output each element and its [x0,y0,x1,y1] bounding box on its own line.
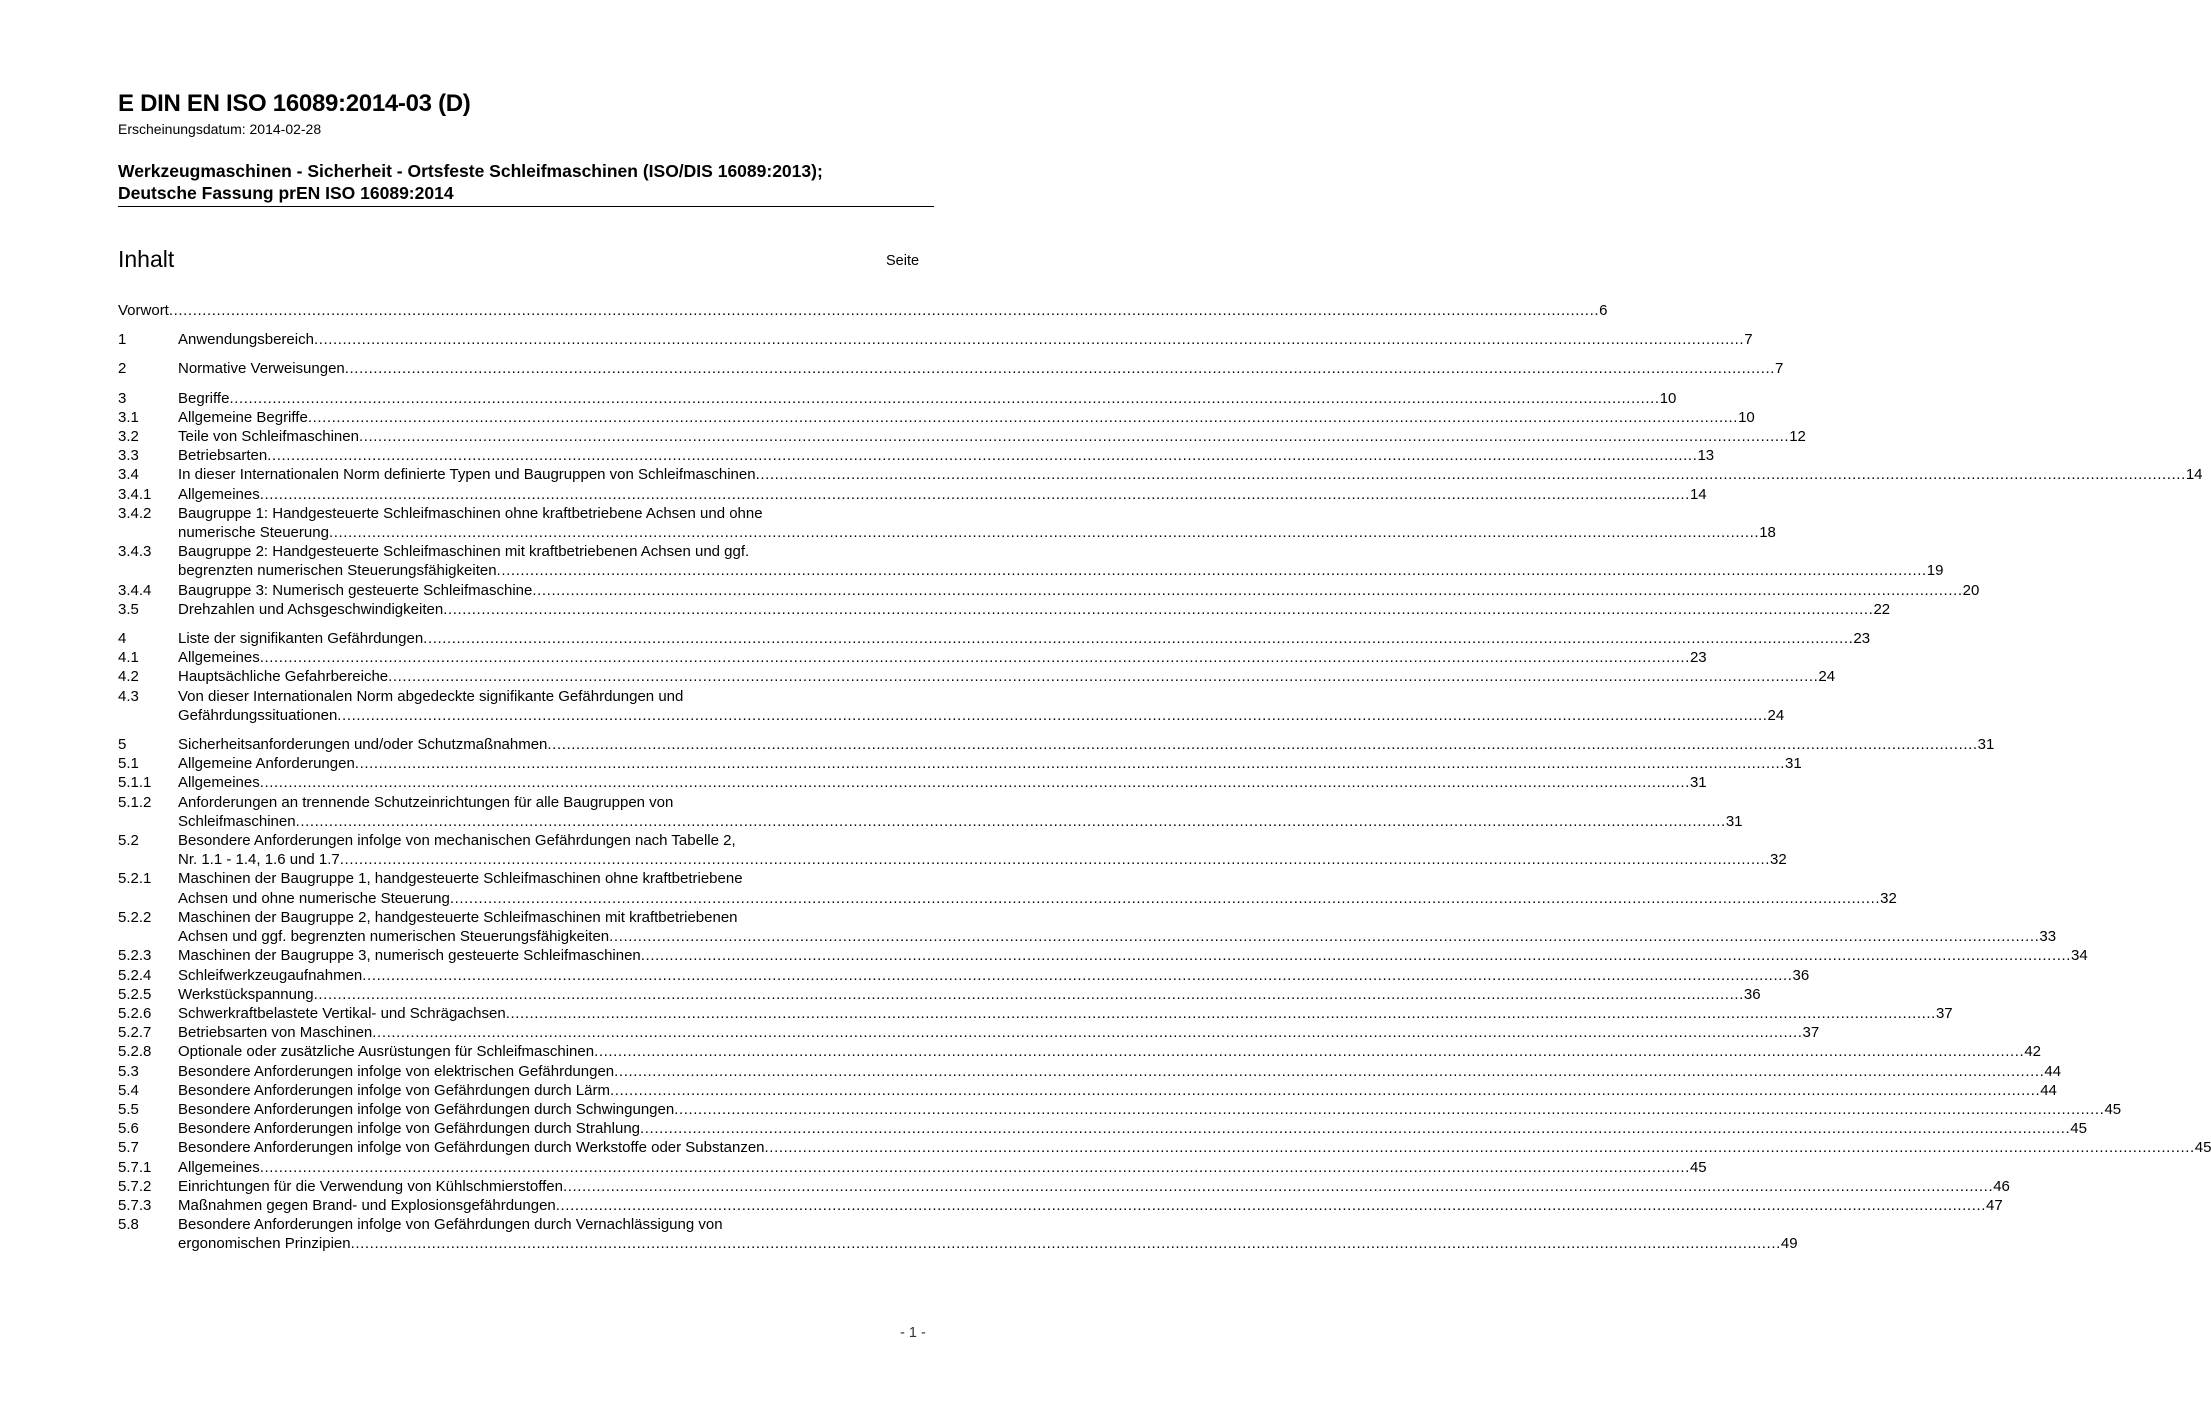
title-line [178,330,1753,349]
dot-leader: ............................................................................................................................................................................................................................................................................................................ [362,966,1793,984]
dot-leader: ............................................................................................................................................................................................................................................................................................................ [555,1196,1987,1214]
section-number: 2 [118,360,127,378]
dot-leader: ............................................................................................................................................................................................................................................................................................................ [372,1024,1803,1042]
title-line [178,446,1715,465]
title-line [178,523,1776,542]
page-reference: 24 [1818,668,1836,686]
section-title [178,542,1944,580]
page-reference: 13 [1697,447,1715,465]
section-title [178,1081,2057,1100]
section-title [178,1062,2062,1081]
toc-entry[interactable] [118,542,1944,580]
title-line [178,359,1784,378]
page-reference: 37 [1935,1004,1953,1022]
title-line [178,629,1871,648]
toc-group [118,301,1608,320]
section-number: 5.7.2 [118,1177,152,1195]
section-number: 5.3 [118,1062,139,1080]
section-number: 5.7 [118,1139,139,1157]
title-text: Baugruppe 3: Numerisch gesteuerte Schleifmaschine [178,581,533,599]
title-text: Maschinen der Baugruppe 3, numerisch gesteuerte Schleifmaschinen [178,947,641,965]
section-number: 3.4.3 [118,543,152,561]
page-reference: 10 [1659,389,1677,407]
title-text: Optionale oder zusätzliche Ausrüstungen für Schleifmaschinen [178,1043,595,1061]
toc-entry[interactable] [118,446,1715,465]
section-title [178,465,2203,484]
title-line [118,301,1608,320]
section-title [178,1196,2003,1215]
section-title [178,1119,2087,1138]
dot-leader: ............................................................................................................................................................................................................................................................................................................ [674,1100,2105,1118]
title-line [178,1081,2057,1100]
toc-entry[interactable] [118,1100,2122,1119]
title-line: Von dieser Internationalen Norm abgedeckte signifikante Gefährdungen und [178,687,684,705]
page-reference: 18 [1759,524,1776,542]
title-line: Besondere Anforderungen infolge von Gefährdungen durch Vernachlässigung von [178,1216,723,1234]
toc-entry[interactable] [118,735,1995,754]
title-line [178,581,1980,600]
title-text: Allgemeine Begriffe [178,408,308,426]
dot-leader: ............................................................................................................................................................................................................................................................................................................ [764,1139,2195,1157]
dot-leader: ............................................................................................................................................................................................................................................................................................................ [307,408,1739,426]
section-title [178,754,1802,773]
dot-leader: ............................................................................................................................................................................................................................................................................................................ [449,889,1881,907]
title-line: Baugruppe 1: Handgesteuerte Schleifmaschinen ohne kraftbetriebene Achsen und ohne [178,504,763,522]
section-number: 5.2 [118,832,139,850]
page-reference: 10 [1738,408,1755,426]
section-number: 5.2.8 [118,1043,152,1061]
section-title [178,793,1743,831]
section-number: 3.1 [118,408,139,426]
section-number: 4.3 [118,687,139,705]
title-text: Schwerkraftbelastete Vertikal- und Schrägachsen [178,1004,506,1022]
subtitle-line: Deutsche Fassung prEN ISO 16089:2014 [118,183,454,203]
section-number: 5.2.2 [118,908,152,926]
document-title: E DIN EN ISO 16089:2014-03 (D) [118,90,471,117]
dot-leader: ............................................................................................................................................................................................................................................................................................................ [609,928,2040,946]
dot-leader: ............................................................................................................................................................................................................................................................................................................ [313,985,1744,1003]
toc-heading: Inhalt [118,246,175,272]
dot-leader: ............................................................................................................................................................................................................................................................................................................ [640,1120,2071,1138]
title-line [178,889,1897,908]
page-reference: 45 [2070,1120,2087,1138]
section-number: 5.4 [118,1081,139,1099]
dot-leader: ............................................................................................................................................................................................................................................................................................................ [313,331,1745,349]
section-title [178,687,1785,725]
section-number: 5.1 [118,755,139,773]
title-line [178,1138,2211,1157]
title-line [178,946,2088,965]
section-number: 5.1.2 [118,793,152,811]
toc-entry[interactable] [118,1177,2010,1196]
toc-entry[interactable] [118,1119,2087,1138]
title-text: Anwendungsbereich [178,331,314,349]
page-reference: 36 [1792,966,1810,984]
toc-entry[interactable] [118,1138,2211,1157]
toc-entry[interactable] [118,908,2057,946]
title-line [178,1196,2003,1215]
section-title [178,1177,2010,1196]
dot-leader: ............................................................................................................................................................................................................................................................................................................ [547,736,1978,754]
section-title [178,581,1980,600]
section-title [178,629,1871,648]
section-number: 4.1 [118,649,139,667]
toc-entry[interactable] [118,465,2203,484]
toc-entry[interactable] [118,869,1897,907]
dot-leader: ............................................................................................................................................................................................................................................................................................................ [350,1235,1781,1253]
title-text: Allgemeine Anforderungen [178,755,355,773]
toc-group [118,389,2203,619]
dot-leader: ............................................................................................................................................................................................................................................................................................................ [328,524,1760,542]
page-reference: 31 [1689,774,1707,792]
title-line [178,427,1806,446]
toc-entry[interactable] [118,966,1810,985]
toc-entry[interactable] [118,359,1784,378]
title-text: Gefährdungssituationen [178,706,338,724]
section-title [178,1100,2122,1119]
section-number: 4.2 [118,668,139,686]
toc-entry[interactable] [118,1023,1820,1042]
title-line [178,927,2057,946]
page-reference: 19 [1926,562,1944,580]
title-line [178,1062,2062,1081]
toc-entry[interactable] [118,389,1677,408]
section-title [178,773,1707,792]
section-title [178,446,1715,465]
dot-leader: ............................................................................................................................................................................................................................................................................................................ [388,668,1819,686]
title-line [178,1100,2122,1119]
publication-date: Erscheinungsdatum: 2014-02-28 [118,121,322,137]
title-line [178,408,1755,427]
section-number: 3.4.1 [118,485,152,503]
toc-entry[interactable] [118,629,1871,648]
title-line [178,985,1761,1004]
dot-leader: ............................................................................................................................................................................................................................................................................................................ [755,466,2186,484]
title-text: Vorwort [118,302,169,319]
toc-entry[interactable] [118,1004,1953,1023]
page-reference: 14 [1689,485,1707,503]
toc-entry[interactable] [118,1062,2062,1081]
title-text: Begriffe [178,389,230,407]
header-rule [118,206,934,207]
page-reference: 49 [1780,1235,1798,1253]
title-line [178,1158,1707,1177]
section-number: 5.2.6 [118,1004,152,1022]
page-reference: 44 [2040,1081,2057,1099]
toc-entry[interactable] [118,1158,1707,1177]
toc-group [118,735,2211,1253]
title-line [178,735,1995,754]
section-number: 3.4.4 [118,581,152,599]
section-title [178,1158,1707,1177]
page-reference: 45 [2194,1139,2211,1157]
page-reference: 46 [1993,1177,2010,1195]
section-number: 5.2.4 [118,966,152,984]
title-text: Normative Verweisungen [178,360,345,378]
dot-leader: ............................................................................................................................................................................................................................................................................................................ [259,1158,1690,1176]
title-line: Baugruppe 2: Handgesteuerte Schleifmaschinen mit kraftbetriebenen Achsen und ggf. [178,543,750,561]
page-reference: 23 [1853,630,1871,648]
page-reference: 36 [1743,985,1761,1003]
dot-leader: ............................................................................................................................................................................................................................................................................................................ [640,947,2072,965]
section-number: 3.4 [118,466,139,484]
title-text: Besondere Anforderungen infolge von Gefährdungen durch Schwingungen [178,1100,675,1118]
page-reference: 24 [1767,706,1785,724]
section-title [178,1138,2211,1157]
title-line: Maschinen der Baugruppe 2, handgesteuerte Schleifmaschinen mit kraftbetriebenen [178,908,738,926]
title-line [178,1023,1820,1042]
dot-leader: ............................................................................................................................................................................................................................................................................................................ [443,600,1874,618]
dot-leader: ............................................................................................................................................................................................................................................................................................................ [609,1081,2041,1099]
section-number: 5.2.1 [118,870,152,888]
title-line [178,773,1707,792]
section-title [178,504,1776,542]
title-text: Schleifmaschinen [178,812,296,830]
toc-entry[interactable] [118,600,1891,619]
page-reference: 47 [1986,1196,2003,1214]
dot-leader: ............................................................................................................................................................................................................................................................................................................ [259,649,1690,667]
page-reference: 31 [1725,812,1743,830]
title-text: ergonomischen Prinzipien [178,1235,351,1253]
title-text: numerische Steuerung [178,524,329,542]
section-number: 5.2.5 [118,985,152,1003]
toc-entry[interactable] [118,667,1836,686]
section-number: 3.3 [118,447,139,465]
toc-entry[interactable] [118,946,2088,965]
dot-leader: ............................................................................................................................................................................................................................................................................................................ [505,1004,1936,1022]
title-text: Drehzahlen und Achsgeschwindigkeiten [178,600,444,618]
toc-entry[interactable] [118,581,1980,600]
subtitle-line: Werkzeugmaschinen - Sicherheit - Ortsfeste Schleifmaschinen (ISO/DIS 16089:2013); [118,161,823,181]
section-number: 5.2.3 [118,947,152,965]
title-line [178,1119,2087,1138]
dot-leader: ............................................................................................................................................................................................................................................................................................................ [594,1043,2025,1061]
page-reference: 6 [1599,302,1608,319]
section-number: 5.7.3 [118,1196,152,1214]
toc-entry[interactable] [118,1081,2057,1100]
page-reference: 7 [1744,331,1753,349]
page-reference: 32 [1770,851,1787,869]
dot-leader: ............................................................................................................................................................................................................................................................................................................ [562,1177,1994,1195]
page-column-label: Seite [886,253,920,269]
title-text: Nr. 1.1 - 1.4, 1.6 und 1.7 [178,851,340,869]
section-title [178,667,1836,686]
toc-entry[interactable] [118,687,1785,725]
page-reference: 45 [2104,1100,2122,1118]
section-title [178,1023,1820,1042]
section-number: 5 [118,736,127,754]
section-title [178,427,1806,446]
toc-entry[interactable] [118,831,1787,869]
toc-entry[interactable] [118,754,1802,773]
toc-entry[interactable] [118,648,1707,667]
section-title [118,301,1608,320]
toc-entry[interactable] [118,793,1743,831]
title-line [178,754,1802,773]
title-line [178,812,1743,831]
page-reference: 34 [2071,947,2088,965]
title-line [178,1234,1798,1253]
section-number: 1 [118,331,127,349]
title-text: Teile von Schleifmaschinen [178,428,359,446]
section-number: 5.6 [118,1120,139,1138]
title-text: Allgemeines [178,649,260,667]
section-title [178,485,1707,504]
dot-leader: ............................................................................................................................................................................................................................................................................................................ [259,774,1690,792]
title-line [178,389,1677,408]
toc-entry[interactable] [118,1215,1798,1253]
toc-entry[interactable] [118,427,1806,446]
title-line [178,561,1944,580]
section-number: 3.2 [118,428,139,446]
title-text: Hauptsächliche Gefahrbereiche [178,668,389,686]
section-number: 5.2.7 [118,1024,152,1042]
title-line: Maschinen der Baugruppe 1, handgesteuerte Schleifmaschinen ohne kraftbetriebene [178,870,743,888]
section-title [178,648,1707,667]
title-text: Betriebsarten von Maschinen [178,1024,373,1042]
page-reference: 44 [2044,1062,2062,1080]
section-title [178,1042,2042,1061]
page-reference: 32 [1880,889,1897,907]
section-number: 5.7.1 [118,1158,152,1176]
page-reference: 45 [1689,1158,1707,1176]
title-text: Schleifwerkzeugaufnahmen [178,966,363,984]
title-line [178,706,1785,725]
toc-entry[interactable] [118,504,1776,542]
section-number: 5.5 [118,1100,139,1118]
title-line [178,648,1707,667]
title-text: begrenzten numerischen Steuerungsfähigkeiten [178,562,497,580]
page-reference: 31 [1977,736,1995,754]
dot-leader: ............................................................................................................................................................................................................................................................................................................ [423,630,1854,648]
title-text: Werkstückspannung [178,985,314,1003]
title-text: Besondere Anforderungen infolge von Gefährdungen durch Lärm [178,1081,610,1099]
title-text: Liste der signifikanten Gefährdungen [178,630,424,648]
section-title [178,985,1761,1004]
toc-entry[interactable] [118,1042,2042,1061]
title-text: Einrichtungen für die Verwendung von Kühlschmierstoffen [178,1177,563,1195]
section-number: 3 [118,389,127,407]
toc-group [118,359,1784,378]
title-text: Achsen und ggf. begrenzten numerischen Steuerungsfähigkeiten [178,928,610,946]
toc-entry[interactable] [118,301,1608,320]
page-reference: 33 [2039,928,2057,946]
title-line [178,600,1891,619]
title-line [178,485,1707,504]
title-text: Sicherheitsanforderungen und/oder Schutzmaßnahmen [178,736,548,754]
toc-entry[interactable] [118,330,1753,349]
section-number: 4 [118,630,127,648]
page-reference: 37 [1802,1024,1820,1042]
toc-entry[interactable] [118,485,1707,504]
title-text: Betriebsarten [178,447,268,465]
title-text: Maßnahmen gegen Brand- und Explosionsgefährdungen [178,1196,556,1214]
section-title [178,408,1755,427]
dot-leader: ............................................................................................................................................................................................................................................................................................................ [354,755,1786,773]
title-text: Allgemeines [178,485,260,503]
section-title [178,869,1897,907]
dot-leader: ............................................................................................................................................................................................................................................................................................................ [337,706,1768,724]
title-text: Besondere Anforderungen infolge von Gefährdungen durch Strahlung [178,1120,641,1138]
dot-leader: ............................................................................................................................................................................................................................................................................................................ [267,447,1698,465]
dot-leader: ............................................................................................................................................................................................................................................................................................................ [295,812,1726,830]
title-text: Allgemeines [178,774,260,792]
section-number: 5.1.1 [118,774,152,792]
section-title [178,389,1677,408]
document-subtitle [118,160,938,204]
toc-entry[interactable] [118,408,1755,427]
section-title [178,359,1784,378]
toc-entry[interactable] [118,1196,2003,1215]
dot-leader: ............................................................................................................................................................................................................................................................................................................ [339,851,1771,869]
dot-leader: ............................................................................................................................................................................................................................................................................................................ [614,1062,2045,1080]
dot-leader: ............................................................................................................................................................................................................................................................................................................ [259,485,1690,503]
page-reference: 7 [1775,360,1784,378]
title-line [178,1042,2042,1061]
title-line [178,850,1787,869]
title-line [178,966,1810,985]
page-reference: 22 [1873,600,1891,618]
page-reference: 23 [1689,649,1707,667]
section-number: 5.8 [118,1216,139,1234]
section-title [178,831,1787,869]
title-text: Allgemeines [178,1158,260,1176]
title-text: Besondere Anforderungen infolge von Gefährdungen durch Werkstoffe oder Substanzen [178,1139,765,1157]
page-number: - 1 - [900,1325,926,1341]
page-reference: 20 [1962,581,1980,599]
title-text: Achsen und ohne numerische Steuerung [178,889,450,907]
section-title [178,330,1753,349]
toc-group [118,330,1753,349]
toc-group [118,629,1871,725]
section-title [178,946,2088,965]
dot-leader: ............................................................................................................................................................................................................................................................................................................ [168,302,1600,319]
dot-leader: ............................................................................................................................................................................................................................................................................................................ [344,360,1776,378]
title-line [178,1177,2010,1196]
section-number: 3.5 [118,600,139,618]
section-number: 3.4.2 [118,504,152,522]
section-title [178,1004,1953,1023]
dot-leader: ............................................................................................................................................................................................................................................................................................................ [229,389,1660,407]
title-line [178,465,2203,484]
page-reference: 31 [1785,755,1802,773]
page-reference: 12 [1789,428,1806,446]
section-title [178,735,1995,754]
dot-leader: ............................................................................................................................................................................................................................................................................................................ [358,428,1790,446]
title-line: Anforderungen an trennende Schutzeinrichtungen für alle Baugruppen von [178,793,674,811]
page-reference: 42 [2024,1043,2042,1061]
page-reference: 14 [2185,466,2203,484]
dot-leader: ............................................................................................................................................................................................................................................................................................................ [496,562,1927,580]
section-title [178,908,2057,946]
title-text: Besondere Anforderungen infolge von elektrischen Gefährdungen [178,1062,615,1080]
dot-leader: ............................................................................................................................................................................................................................................................................................................ [532,581,1963,599]
title-line [178,667,1836,686]
title-line [178,1004,1953,1023]
table-of-contents [118,301,2211,1264]
toc-entry[interactable] [118,985,1761,1004]
section-title [178,966,1810,985]
section-title [178,600,1891,619]
title-text: In dieser Internationalen Norm definierte Typen und Baugruppen von Schleifmaschinen [178,466,756,484]
toc-entry[interactable] [118,773,1707,792]
section-title [178,1215,1798,1253]
title-line: Besondere Anforderungen infolge von mechanischen Gefährdungen nach Tabelle 2, [178,832,736,850]
